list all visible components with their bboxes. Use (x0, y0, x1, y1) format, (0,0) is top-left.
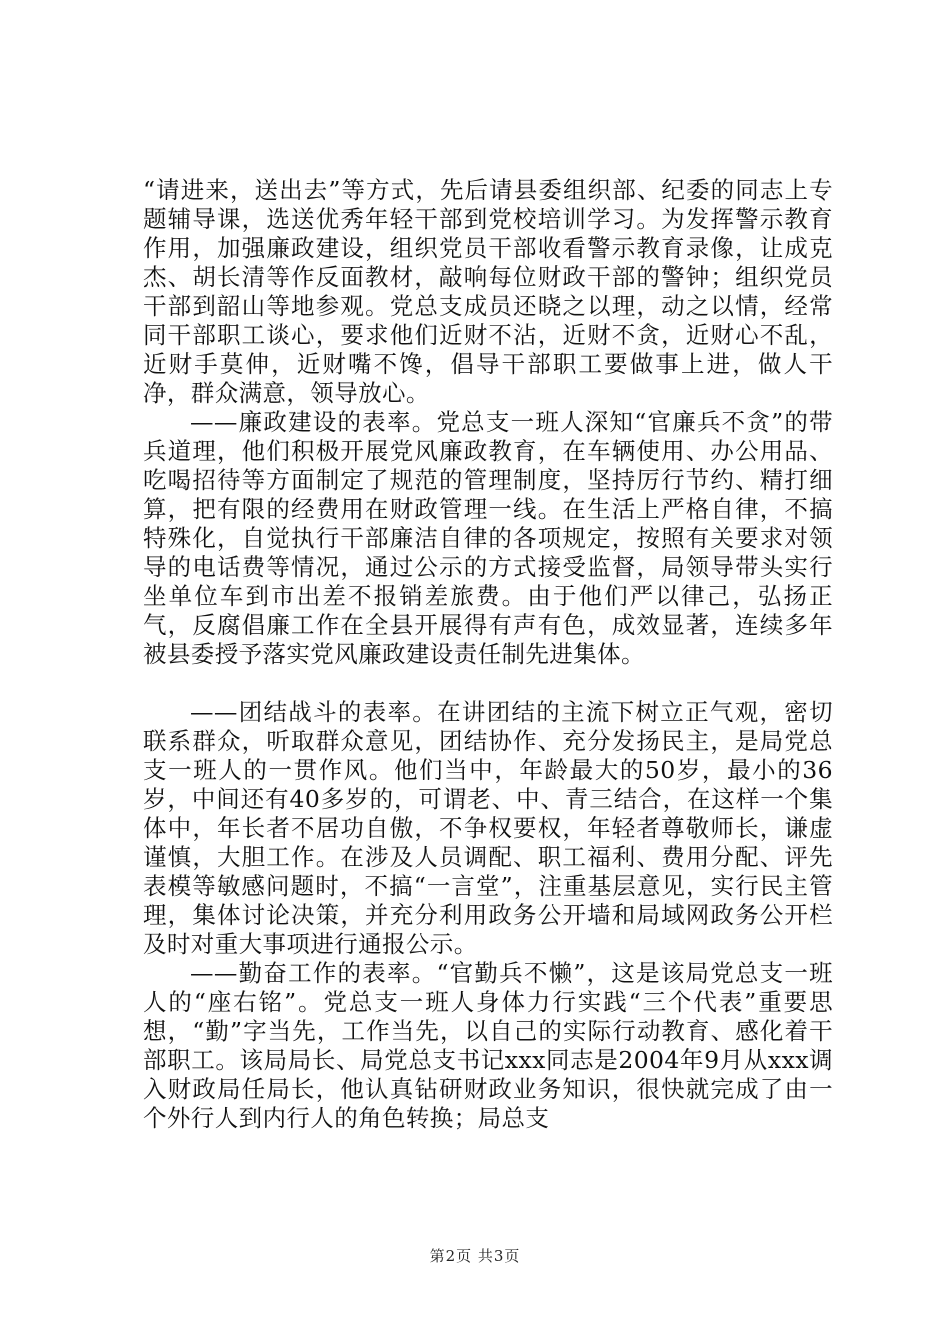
page-footer (0, 1245, 950, 1266)
page-number: 第2页 共3页 (429, 1247, 521, 1265)
document-body (143, 176, 833, 1133)
paragraph-unity: ——团结战斗的表率。在讲团结的主流下树立正气观，密切联系群众，听取群众意见，团结协作、充分发扬民主，是局党总支一班人的一贯作风。他们当中，年龄最大的50岁，最小的36岁，中间还有40多岁的，可谓老、中、青三结合，在这样一个集体中，年长者不居功自傲，不争权要权，年轻者尊敬师长，谦虚谨慎，大胆工作。在涉及人员调配、职工福利、费用分配、评先表模等敏感问题时，不搞“一言堂”，注重基层意见，实行民主管理，集体讨论决策，并充分利用政务公开墙和局域网政务公开栏及时对重大事项进行通报公示。 (143, 698, 833, 958)
paragraph-diligence: ——勤奋工作的表率。“官勤兵不懒”，这是该局党总支一班人的“座右铭”。党总支一班人身体力行实践“三个代表”重要思想，“勤”字当先，工作当先，以自己的实际行动教育、感化着干部职工。该局局长、局党总支书记xxx同志是2004年9月从xxx调入财政局任局长，他认真钻研财政业务知识，很快就完成了由一个外行人到内行人的角色转换；局总支 (143, 959, 833, 1132)
paragraph-intro: “请进来，送出去”等方式，先后请县委组织部、纪委的同志上专题辅导课，选送优秀年轻干部到党校培训学习。为发挥警示教育作用，加强廉政建设，组织党员干部收看警示教育录像，让成克杰、胡长清等作反面教材，敲响每位财政干部的警钟；组织党员干部到韶山等地参观。党总支成员还晓之以理，动之以情，经常同干部职工谈心，要求他们近财不沾，近财不贪，近财心不乱，近财手莫伸，近财嘴不馋，倡导干部职工要做事上进，做人干净，群众满意，领导放心。 (143, 176, 833, 407)
paragraph-integrity: ——廉政建设的表率。党总支一班人深知“官廉兵不贪”的带兵道理，他们积极开展党风廉政教育，在车辆使用、办公用品、吃喝招待等方面制定了规范的管理制度，坚持厉行节约、精打细算，把有限的经费用在财政管理一线。在生活上严格自律，不搞特殊化，自觉执行干部廉洁自律的各项规定，按照有关要求对领导的电话费等情况，通过公示的方式接受监督，局领导带头实行坐单位车到市出差不报销差旅费。由于他们严以律己，弘扬正气，反腐倡廉工作在全县开展得有声有色，成效显著，连续多年被县委授予落实党风廉政建设责任制先进集体。 (143, 408, 833, 668)
